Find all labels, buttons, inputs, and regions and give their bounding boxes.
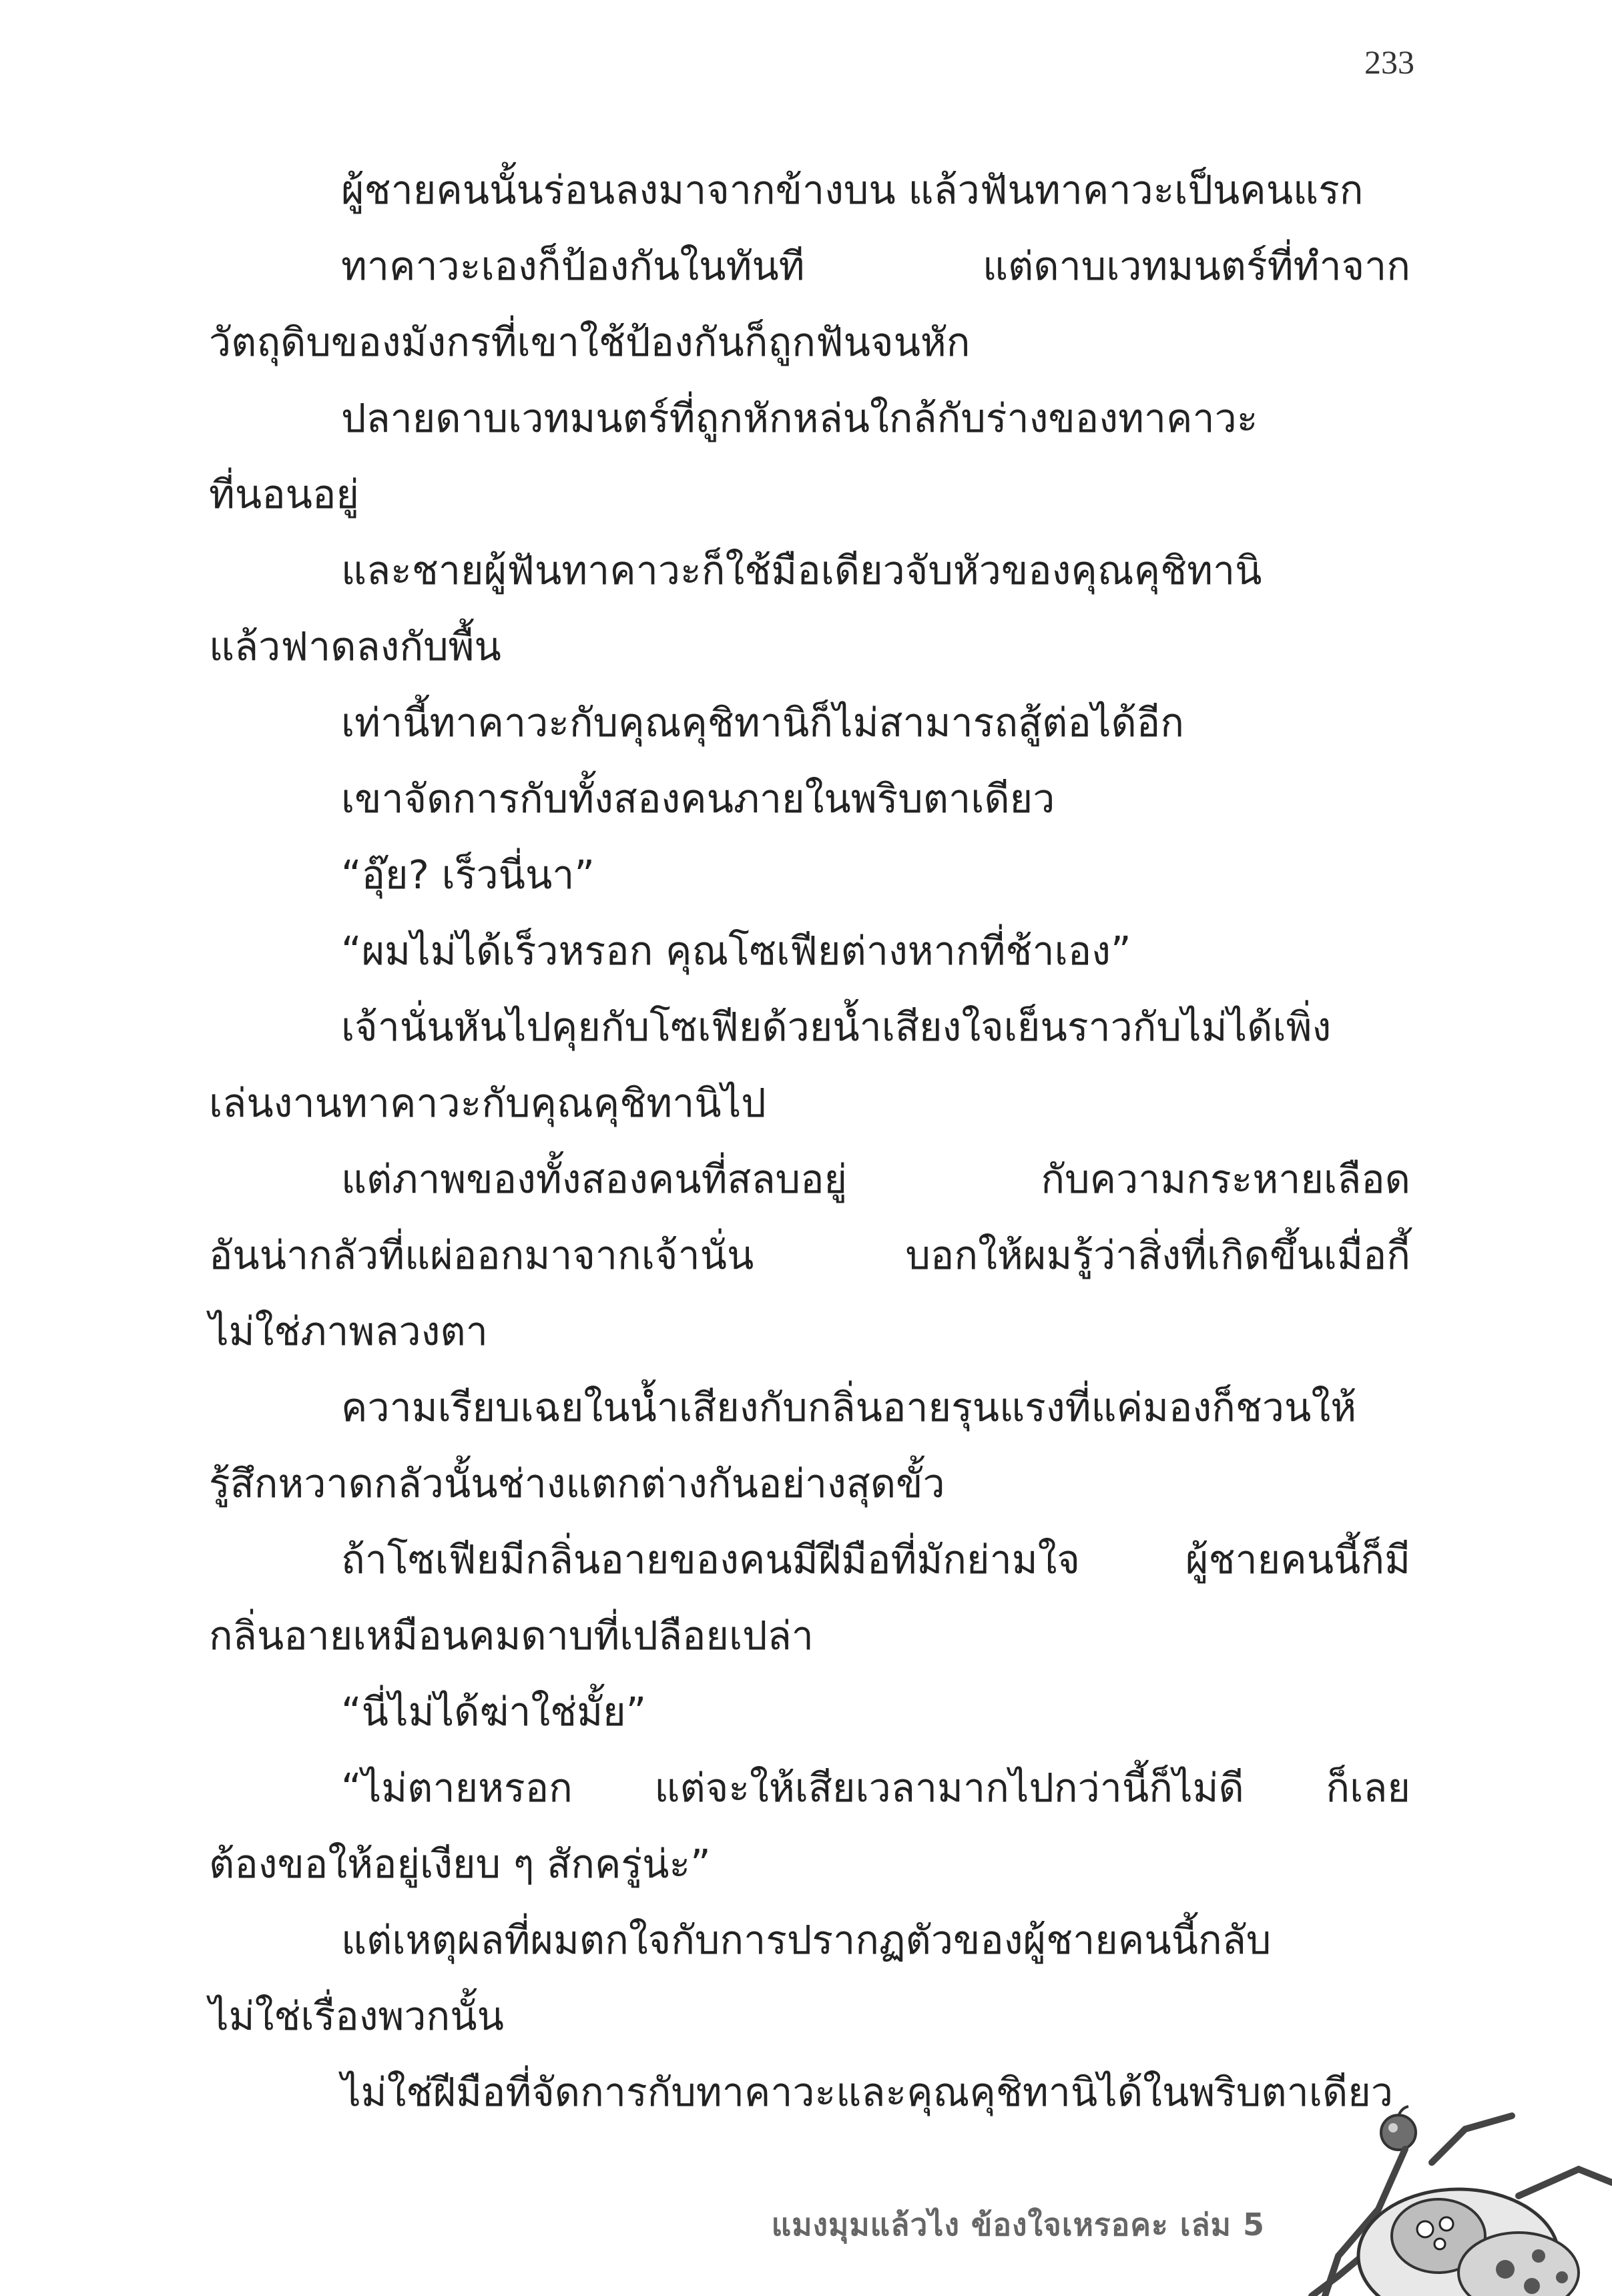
text-line: ที่นอนอยู่ xyxy=(209,471,359,517)
body-text xyxy=(209,152,1410,2130)
text-line: เท่านี้ทาคาวะกับคุณคุชิทานิก็ไม่สามารถสู้ต่อได้อีก xyxy=(341,699,1184,746)
text-line: เจ้านั่นหันไปคุยกับโซเฟียด้วยน้ำเสียงใจเย็นราวกับไม่ได้เพิ่ง xyxy=(341,1004,1332,1050)
text-line: ต้องขอให้อยู่เงียบ ๆ สักครู่น่ะ” xyxy=(209,1841,711,1887)
paragraph-12 xyxy=(209,1522,1410,1674)
text-line: ความเรียบเฉยในน้ำเสียงกับกลิ่นอายรุนแรงที่แค่มองก็ชวนให้ xyxy=(341,1384,1357,1430)
text-line: แล้วฟาดลงกับพื้น xyxy=(209,623,501,669)
text-line: “ไม่ตายหรอก แต่จะให้เสียเวลามากไปกว่านี้ก็ไม่ดี ก็เลย xyxy=(341,1765,1410,1811)
text-line: ไม่ใช่ภาพลวงตา xyxy=(209,1308,488,1354)
text-line: เล่นงานทาคาวะกับคุณคุชิทานิไป xyxy=(209,1080,766,1126)
paragraph-1 xyxy=(209,152,1410,228)
running-footer-title: แมงมุมแล้วไง ข้องใจเหรอคะ เล่ม 5 xyxy=(771,2207,1265,2243)
text-line: กลิ่นอายเหมือนคมดาบที่เปลือยเปล่า xyxy=(209,1613,814,1659)
paragraph-13 xyxy=(209,1674,1410,1750)
text-line: แต่ภาพของทั้งสองคนที่สลบอยู่ กับความกระหายเลือด xyxy=(341,1156,1410,1202)
paragraph-14 xyxy=(209,1750,1410,1902)
paragraph-11 xyxy=(209,1370,1410,1522)
text-line: ทาคาวะเองก็ป้องกันในทันที แต่ดาบเวทมนตร์ที่ทำจาก xyxy=(341,243,1410,289)
paragraph-5 xyxy=(209,685,1410,761)
paragraph-10 xyxy=(209,1141,1410,1370)
paragraph-8 xyxy=(209,913,1410,989)
paragraph-7 xyxy=(209,837,1410,913)
text-line: แต่เหตุผลที่ผมตกใจกับการปรากฏตัวของผู้ชายคนนี้กลับ xyxy=(341,1917,1272,1963)
text-line: รู้สึกหวาดกลัวนั้นช่างแตกต่างกันอย่างสุดขั้ว xyxy=(209,1460,945,1506)
paragraph-2 xyxy=(209,228,1410,380)
text-line: ถ้าโซเฟียมีกลิ่นอายของคนมีฝีมือที่มักย่ามใจ ผู้ชายคนนี้ก็มี xyxy=(341,1536,1410,1583)
paragraph-4 xyxy=(209,533,1410,685)
paragraph-9 xyxy=(209,989,1410,1141)
text-line: อันน่ากลัวที่แผ่ออกมาจากเจ้านั่น บอกให้ผมรู้ว่าสิ่งที่เกิดขึ้นเมื่อกี้ xyxy=(209,1232,1410,1278)
text-line: ไม่ใช่เรื่องพวกนั้น xyxy=(209,1993,504,2039)
text-line: เขาจัดการกับทั้งสองคนภายในพริบตาเดียว xyxy=(341,776,1055,822)
paragraph-16 xyxy=(209,2054,1410,2130)
text-line: และชายผู้ฟันทาคาวะก็ใช้มือเดียวจับหัวของคุณคุชิทานิ xyxy=(341,547,1262,593)
text-line: “นี่ไม่ได้ฆ่าใช่มั้ย” xyxy=(341,1689,647,1735)
text-line: “ผมไม่ได้เร็วหรอก คุณโซเฟียต่างหากที่ช้าเอง” xyxy=(341,928,1131,974)
text-line: ไม่ใช่ฝีมือที่จัดการกับทาคาวะและคุณคุชิทานิได้ในพริบตาเดียว xyxy=(341,2069,1393,2115)
page-number: 233 xyxy=(1364,43,1414,81)
text-line: “อุ๊ย? เร็วนี่นา” xyxy=(341,852,595,898)
text-line: ผู้ชายคนนั้นร่อนลงมาจากข้างบน แล้วฟันทาคาวะเป็นคนแรก xyxy=(341,167,1364,213)
paragraph-6 xyxy=(209,761,1410,837)
paragraph-15 xyxy=(209,1902,1410,2054)
text-line: ปลายดาบเวทมนตร์ที่ถูกหักหล่นใกล้กับร่างของทาคาวะ xyxy=(341,395,1258,441)
paragraph-3 xyxy=(209,380,1410,533)
spider-mascot-icon xyxy=(1298,2102,1612,2296)
text-line: วัตถุดิบของมังกรที่เขาใช้ป้องกันก็ถูกฟันจนหัก xyxy=(209,319,971,365)
